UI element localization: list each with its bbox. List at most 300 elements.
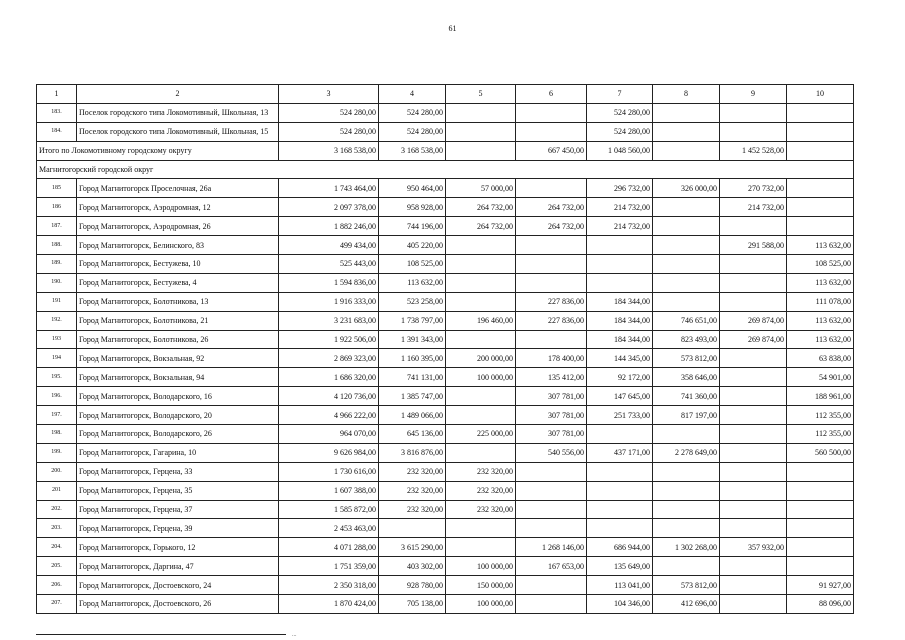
amount-cell — [720, 292, 787, 311]
amount-cell: 178 400,00 — [516, 349, 587, 368]
amount-cell — [446, 236, 516, 255]
row-number: 196. — [37, 387, 77, 406]
amount-cell — [653, 236, 720, 255]
row-number: 183. — [37, 103, 77, 122]
amount-cell — [720, 255, 787, 274]
total-amount-cell — [653, 141, 720, 160]
amount-cell: 2 350 318,00 — [279, 576, 379, 595]
table-row — [37, 330, 854, 349]
row-number: 187. — [37, 217, 77, 236]
amount-cell — [787, 500, 854, 519]
address-cell: Город Магнитогорск, Белинского, 83 — [77, 236, 279, 255]
amount-cell: 1 882 246,00 — [279, 217, 379, 236]
row-number: 188. — [37, 236, 77, 255]
amount-cell: 2 097 378,00 — [279, 198, 379, 217]
amount-cell: 232 320,00 — [446, 481, 516, 500]
row-number: 204. — [37, 538, 77, 557]
amount-cell: 100 000,00 — [446, 368, 516, 387]
amount-cell: 741 360,00 — [653, 387, 720, 406]
amount-cell: 1 594 836,00 — [279, 273, 379, 292]
table-row — [37, 425, 854, 444]
header-cell: 8 — [653, 85, 720, 104]
amount-cell: 2 278 649,00 — [653, 443, 720, 462]
address-cell: Город Магнитогорск, Бестужева, 4 — [77, 273, 279, 292]
amount-cell — [446, 103, 516, 122]
amount-cell: 307 781,00 — [516, 406, 587, 425]
amount-cell — [516, 273, 587, 292]
amount-cell: 88 096,00 — [787, 595, 854, 614]
amount-cell: 357 932,00 — [720, 538, 787, 557]
amount-cell: 196 460,00 — [446, 311, 516, 330]
amount-cell: 1 730 616,00 — [279, 462, 379, 481]
amount-cell: 1 738 797,00 — [379, 311, 446, 330]
amount-cell: 264 732,00 — [446, 217, 516, 236]
amount-cell — [720, 500, 787, 519]
amount-cell: 232 320,00 — [446, 500, 516, 519]
amount-cell: 744 196,00 — [379, 217, 446, 236]
amount-cell: 645 136,00 — [379, 425, 446, 444]
amount-cell: 1 489 066,00 — [379, 406, 446, 425]
amount-cell — [587, 519, 653, 538]
district-label: Магнитогорский городской округ — [37, 160, 854, 179]
amount-cell — [516, 122, 587, 141]
amount-cell — [446, 273, 516, 292]
amount-cell — [516, 330, 587, 349]
amount-cell: 524 280,00 — [379, 122, 446, 141]
amount-cell: 746 651,00 — [653, 311, 720, 330]
amount-cell — [587, 425, 653, 444]
amount-cell: 214 732,00 — [587, 198, 653, 217]
amount-cell: 1 385 747,00 — [379, 387, 446, 406]
amount-cell — [653, 425, 720, 444]
amount-cell — [787, 462, 854, 481]
amount-cell: 100 000,00 — [446, 595, 516, 614]
table-row — [37, 462, 854, 481]
header-cell: 5 — [446, 85, 516, 104]
address-cell: Город Магнитогорск, Горького, 12 — [77, 538, 279, 557]
amount-cell — [653, 122, 720, 141]
amount-cell — [446, 122, 516, 141]
amount-cell — [720, 273, 787, 292]
amount-cell — [720, 406, 787, 425]
amount-cell: 1 743 464,00 — [279, 179, 379, 198]
amount-cell — [446, 538, 516, 557]
amount-cell: 326 000,00 — [653, 179, 720, 198]
address-cell: Город Магнитогорск Проселочная, 26а — [77, 179, 279, 198]
amount-cell: 232 320,00 — [379, 500, 446, 519]
amount-cell: 1 686 320,00 — [279, 368, 379, 387]
address-cell: Город Магнитогорск, Володарского, 26 — [77, 425, 279, 444]
address-cell: Город Магнитогорск, Герцена, 35 — [77, 481, 279, 500]
amount-cell — [720, 519, 787, 538]
district-row — [37, 160, 854, 179]
amount-cell — [720, 103, 787, 122]
amount-cell: 4 966 222,00 — [279, 406, 379, 425]
table-row — [37, 273, 854, 292]
amount-cell: 264 732,00 — [516, 198, 587, 217]
amount-cell: 113 632,00 — [787, 273, 854, 292]
amount-cell: 104 346,00 — [587, 595, 653, 614]
amount-cell: 227 836,00 — [516, 311, 587, 330]
amount-cell: 112 355,00 — [787, 406, 854, 425]
table-row — [37, 349, 854, 368]
amount-cell: 4 120 736,00 — [279, 387, 379, 406]
amount-cell — [587, 236, 653, 255]
amount-cell: 2 453 463,00 — [279, 519, 379, 538]
address-cell: Город Магнитогорск, Достоевского, 26 — [77, 595, 279, 614]
amount-cell — [516, 103, 587, 122]
amount-cell — [787, 179, 854, 198]
amount-cell — [446, 443, 516, 462]
amount-cell — [653, 481, 720, 500]
table-row — [37, 387, 854, 406]
table-row — [37, 595, 854, 614]
header-cell: 2 — [77, 85, 279, 104]
amount-cell: 113 632,00 — [787, 311, 854, 330]
table-row — [37, 122, 854, 141]
amount-cell: 1 391 343,00 — [379, 330, 446, 349]
row-number: 190. — [37, 273, 77, 292]
amount-cell: 358 646,00 — [653, 368, 720, 387]
address-cell: Город Магнитогорск, Володарского, 16 — [77, 387, 279, 406]
row-number: 192. — [37, 311, 77, 330]
amount-cell: 188 961,00 — [787, 387, 854, 406]
amount-cell: 113 632,00 — [787, 330, 854, 349]
amount-cell — [720, 576, 787, 595]
amount-cell: 4 071 288,00 — [279, 538, 379, 557]
row-number: 198. — [37, 425, 77, 444]
table-row — [37, 576, 854, 595]
amount-cell — [720, 481, 787, 500]
amount-cell: 232 320,00 — [379, 481, 446, 500]
row-number: 200. — [37, 462, 77, 481]
amount-cell: 823 493,00 — [653, 330, 720, 349]
amount-cell: 184 344,00 — [587, 330, 653, 349]
amount-cell: 232 320,00 — [379, 462, 446, 481]
amount-cell: 1 302 268,00 — [653, 538, 720, 557]
address-cell: Поселок городского типа Локомотивный, Школьная, 13 — [77, 103, 279, 122]
amount-cell — [653, 292, 720, 311]
amount-cell: 741 131,00 — [379, 368, 446, 387]
amount-cell — [516, 255, 587, 274]
amount-cell — [720, 557, 787, 576]
header-cell: 10 — [787, 85, 854, 104]
row-number: 194 — [37, 349, 77, 368]
amount-cell: 1 268 146,00 — [516, 538, 587, 557]
amount-cell — [720, 217, 787, 236]
address-cell: Город Магнитогорск, Гагарина, 10 — [77, 443, 279, 462]
amount-cell: 108 525,00 — [379, 255, 446, 274]
amount-cell: 269 874,00 — [720, 330, 787, 349]
row-number: 207. — [37, 595, 77, 614]
amount-cell — [653, 500, 720, 519]
amount-cell: 251 733,00 — [587, 406, 653, 425]
header-cell: 7 — [587, 85, 653, 104]
amount-cell — [787, 557, 854, 576]
footer-mark: ... — [292, 632, 297, 638]
amount-cell — [516, 595, 587, 614]
amount-cell: 817 197,00 — [653, 406, 720, 425]
amount-cell — [587, 500, 653, 519]
amount-cell: 307 781,00 — [516, 387, 587, 406]
amount-cell — [720, 368, 787, 387]
header-cell: 3 — [279, 85, 379, 104]
amount-cell — [787, 217, 854, 236]
table-row — [37, 236, 854, 255]
amount-cell — [516, 179, 587, 198]
total-amount-cell: 1 048 560,00 — [587, 141, 653, 160]
row-number: 184. — [37, 122, 77, 141]
row-number: 206. — [37, 576, 77, 595]
amount-cell — [653, 255, 720, 274]
address-cell: Город Магнитогорск, Герцена, 39 — [77, 519, 279, 538]
row-number: 202. — [37, 500, 77, 519]
table-row — [37, 443, 854, 462]
amount-cell: 269 874,00 — [720, 311, 787, 330]
amount-cell — [720, 349, 787, 368]
total-amount-cell — [446, 141, 516, 160]
amount-cell: 227 836,00 — [516, 292, 587, 311]
amount-cell — [653, 462, 720, 481]
address-cell: Город Магнитогорск, Даргина, 47 — [77, 557, 279, 576]
amount-cell: 225 000,00 — [446, 425, 516, 444]
amount-cell: 525 443,00 — [279, 255, 379, 274]
amount-cell: 928 780,00 — [379, 576, 446, 595]
address-cell: Город Магнитогорск, Володарского, 20 — [77, 406, 279, 425]
amount-cell: 524 280,00 — [279, 103, 379, 122]
amount-cell — [720, 462, 787, 481]
table-row — [37, 557, 854, 576]
amount-cell — [446, 255, 516, 274]
table-row — [37, 311, 854, 330]
address-cell: Город Магнитогорск, Вокзальная, 92 — [77, 349, 279, 368]
amount-cell: 200 000,00 — [446, 349, 516, 368]
header-cell: 6 — [516, 85, 587, 104]
amount-cell: 63 838,00 — [787, 349, 854, 368]
amount-cell: 560 500,00 — [787, 443, 854, 462]
total-amount-cell: 3 168 538,00 — [279, 141, 379, 160]
amount-cell: 9 626 984,00 — [279, 443, 379, 462]
row-number: 201 — [37, 481, 77, 500]
amount-cell — [787, 122, 854, 141]
row-number: 199. — [37, 443, 77, 462]
amount-cell — [516, 236, 587, 255]
amount-cell: 270 732,00 — [720, 179, 787, 198]
amount-cell — [516, 500, 587, 519]
amount-cell — [653, 557, 720, 576]
amount-cell: 135 412,00 — [516, 368, 587, 387]
table-row — [37, 481, 854, 500]
amount-cell: 112 355,00 — [787, 425, 854, 444]
row-number: 193 — [37, 330, 77, 349]
amount-cell: 264 732,00 — [516, 217, 587, 236]
amount-cell: 57 000,00 — [446, 179, 516, 198]
row-number: 189. — [37, 255, 77, 274]
table-row — [37, 292, 854, 311]
amount-cell: 147 645,00 — [587, 387, 653, 406]
amount-cell: 214 732,00 — [587, 217, 653, 236]
amount-cell: 113 041,00 — [587, 576, 653, 595]
amount-cell: 1 585 872,00 — [279, 500, 379, 519]
amount-cell — [446, 519, 516, 538]
amount-cell: 3 615 290,00 — [379, 538, 446, 557]
amount-cell — [379, 519, 446, 538]
amount-cell: 92 172,00 — [587, 368, 653, 387]
amount-cell: 686 944,00 — [587, 538, 653, 557]
amount-cell — [446, 387, 516, 406]
amount-cell — [516, 481, 587, 500]
table-row — [37, 500, 854, 519]
amount-cell — [516, 519, 587, 538]
amount-cell: 524 280,00 — [587, 122, 653, 141]
amount-cell — [653, 217, 720, 236]
header-row — [37, 85, 854, 104]
amount-cell: 3 231 683,00 — [279, 311, 379, 330]
amount-cell: 405 220,00 — [379, 236, 446, 255]
header-cell: 4 — [379, 85, 446, 104]
header-cell: 1 — [37, 85, 77, 104]
amount-cell: 144 345,00 — [587, 349, 653, 368]
table-row — [37, 538, 854, 557]
page-number: 61 — [448, 24, 457, 33]
amount-cell — [587, 273, 653, 292]
amount-cell — [720, 387, 787, 406]
amount-cell: 705 138,00 — [379, 595, 446, 614]
table-row — [37, 217, 854, 236]
amount-cell: 523 258,00 — [379, 292, 446, 311]
address-cell: Город Магнитогорск, Болотникова, 26 — [77, 330, 279, 349]
address-cell: Город Магнитогорск, Бестужева, 10 — [77, 255, 279, 274]
amount-cell — [720, 425, 787, 444]
table-row — [37, 103, 854, 122]
table-body — [37, 85, 854, 614]
row-number: 205. — [37, 557, 77, 576]
amount-cell: 291 588,00 — [720, 236, 787, 255]
amount-cell — [787, 103, 854, 122]
amount-cell: 403 302,00 — [379, 557, 446, 576]
amount-cell: 264 732,00 — [446, 198, 516, 217]
amount-cell: 950 464,00 — [379, 179, 446, 198]
table-row — [37, 406, 854, 425]
amount-cell — [446, 292, 516, 311]
amount-cell: 524 280,00 — [587, 103, 653, 122]
amount-cell: 573 812,00 — [653, 576, 720, 595]
amount-cell: 524 280,00 — [279, 122, 379, 141]
amount-cell: 573 812,00 — [653, 349, 720, 368]
amount-cell: 437 171,00 — [587, 443, 653, 462]
amount-cell: 3 816 876,00 — [379, 443, 446, 462]
table-row — [37, 519, 854, 538]
amount-cell — [787, 519, 854, 538]
total-label: Итого по Локомотивному городскому округу — [37, 141, 279, 160]
row-number: 195. — [37, 368, 77, 387]
amount-cell: 1 160 395,00 — [379, 349, 446, 368]
table-row — [37, 179, 854, 198]
amount-cell: 214 732,00 — [720, 198, 787, 217]
amount-cell — [653, 198, 720, 217]
amount-cell — [787, 481, 854, 500]
total-amount-cell: 1 452 528,00 — [720, 141, 787, 160]
address-cell: Город Магнитогорск, Герцена, 37 — [77, 500, 279, 519]
amount-cell: 184 344,00 — [587, 311, 653, 330]
amount-cell — [653, 273, 720, 292]
amount-cell: 113 632,00 — [379, 273, 446, 292]
amount-cell: 1 607 388,00 — [279, 481, 379, 500]
row-number: 191 — [37, 292, 77, 311]
row-number: 186 — [37, 198, 77, 217]
address-cell: Город Магнитогорск, Аэродромная, 12 — [77, 198, 279, 217]
table-row — [37, 368, 854, 387]
amount-cell — [653, 103, 720, 122]
amount-cell — [516, 462, 587, 481]
address-cell: Город Магнитогорск, Болотникова, 21 — [77, 311, 279, 330]
amount-cell — [446, 406, 516, 425]
amount-cell: 1 922 506,00 — [279, 330, 379, 349]
table-row — [37, 198, 854, 217]
amount-cell — [720, 122, 787, 141]
table-row — [37, 255, 854, 274]
amount-cell — [587, 255, 653, 274]
amount-cell — [446, 330, 516, 349]
amount-cell: 540 556,00 — [516, 443, 587, 462]
total-amount-cell — [787, 141, 854, 160]
amount-cell — [720, 443, 787, 462]
amount-cell: 184 344,00 — [587, 292, 653, 311]
amount-cell: 113 632,00 — [787, 236, 854, 255]
amount-cell: 524 280,00 — [379, 103, 446, 122]
amount-cell — [787, 538, 854, 557]
address-cell: Город Магнитогорск, Аэродромная, 26 — [77, 217, 279, 236]
amount-cell: 412 696,00 — [653, 595, 720, 614]
total-row — [37, 141, 854, 160]
amount-cell: 1 751 359,00 — [279, 557, 379, 576]
total-amount-cell: 3 168 538,00 — [379, 141, 446, 160]
bottom-rule — [36, 634, 286, 635]
amount-cell: 958 928,00 — [379, 198, 446, 217]
amount-cell: 1 916 333,00 — [279, 292, 379, 311]
total-amount-cell: 667 450,00 — [516, 141, 587, 160]
address-cell: Город Магнитогорск, Вокзальная, 94 — [77, 368, 279, 387]
amount-cell: 296 732,00 — [587, 179, 653, 198]
address-cell: Город Магнитогорск, Достоевского, 24 — [77, 576, 279, 595]
amount-cell: 167 653,00 — [516, 557, 587, 576]
amount-cell: 135 649,00 — [587, 557, 653, 576]
amount-cell: 111 078,00 — [787, 292, 854, 311]
address-cell: Поселок городского типа Локомотивный, Школьная, 15 — [77, 122, 279, 141]
address-cell: Город Магнитогорск, Болотникова, 13 — [77, 292, 279, 311]
amount-cell: 964 070,00 — [279, 425, 379, 444]
amount-cell: 91 927,00 — [787, 576, 854, 595]
amount-cell — [587, 481, 653, 500]
amount-cell — [720, 595, 787, 614]
amount-cell — [516, 576, 587, 595]
amount-cell: 232 320,00 — [446, 462, 516, 481]
amount-cell: 307 781,00 — [516, 425, 587, 444]
amount-cell: 1 870 424,00 — [279, 595, 379, 614]
amount-cell — [587, 462, 653, 481]
row-number: 203. — [37, 519, 77, 538]
amount-cell: 100 000,00 — [446, 557, 516, 576]
amount-cell: 108 525,00 — [787, 255, 854, 274]
amount-cell: 499 434,00 — [279, 236, 379, 255]
register-table — [36, 84, 854, 614]
amount-cell: 2 869 323,00 — [279, 349, 379, 368]
amount-cell: 54 901,00 — [787, 368, 854, 387]
amount-cell — [653, 519, 720, 538]
row-number: 185 — [37, 179, 77, 198]
amount-cell — [787, 198, 854, 217]
row-number: 197. — [37, 406, 77, 425]
